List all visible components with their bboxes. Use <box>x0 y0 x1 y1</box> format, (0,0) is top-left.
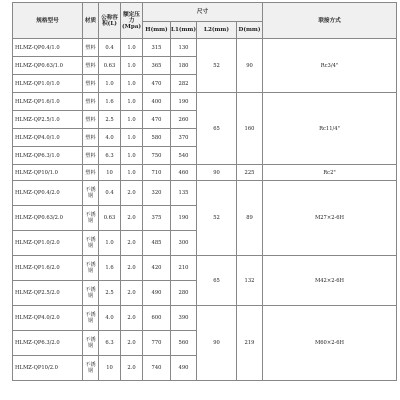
cell-volume: 6.3 <box>99 147 121 165</box>
cell-model: HLMZ-QP0.63/1.0 <box>13 57 83 75</box>
cell-volume: 0.4 <box>99 181 121 206</box>
cell-volume: 10 <box>99 165 121 181</box>
table-row <box>13 165 397 181</box>
cell-connection: Rc11/4" <box>263 93 397 165</box>
cell-h: 750 <box>143 147 171 165</box>
cell-pressure: 1.0 <box>121 57 143 75</box>
cell-h: 470 <box>143 75 171 93</box>
cell-material: 不锈钢 <box>83 256 99 281</box>
cell-d: 219 <box>237 306 263 381</box>
cell-h: 365 <box>143 57 171 75</box>
cell-pressure: 2.0 <box>121 181 143 206</box>
cell-material: 塑料 <box>83 75 99 93</box>
cell-pressure: 2.0 <box>121 331 143 356</box>
header-model: 规格型号 <box>13 3 83 39</box>
cell-l1: 190 <box>171 206 197 231</box>
header-l2: L2(mm) <box>197 22 237 39</box>
cell-l1: 282 <box>171 75 197 93</box>
cell-volume: 0.4 <box>99 39 121 57</box>
cell-volume: 6.3 <box>99 331 121 356</box>
cell-connection: M60×2-6H <box>263 306 397 381</box>
table-row <box>13 181 397 206</box>
table-body <box>13 39 397 381</box>
cell-l1: 460 <box>171 165 197 181</box>
cell-d: 225 <box>237 165 263 181</box>
cell-pressure: 2.0 <box>121 281 143 306</box>
cell-pressure: 1.0 <box>121 39 143 57</box>
header-d: D(mm) <box>237 22 263 39</box>
cell-volume: 0.63 <box>99 206 121 231</box>
cell-pressure: 1.0 <box>121 147 143 165</box>
header-material: 材质 <box>83 3 99 39</box>
cell-model: HLMZ-QP1.6/2.0 <box>13 256 83 281</box>
cell-l1: 130 <box>171 39 197 57</box>
header-pressure: 额定压力(Mpa) <box>121 3 143 39</box>
cell-pressure: 1.0 <box>121 165 143 181</box>
cell-material: 塑料 <box>83 39 99 57</box>
cell-h: 485 <box>143 231 171 256</box>
cell-pressure: 2.0 <box>121 256 143 281</box>
cell-h: 420 <box>143 256 171 281</box>
cell-h: 375 <box>143 206 171 231</box>
cell-l1: 490 <box>171 356 197 381</box>
cell-h: 490 <box>143 281 171 306</box>
cell-l2: 65 <box>197 93 237 165</box>
cell-h: 770 <box>143 331 171 356</box>
cell-l1: 180 <box>171 57 197 75</box>
cell-l1: 190 <box>171 93 197 111</box>
header-h: H(mm) <box>143 22 171 39</box>
header-l1: L1(mm) <box>171 22 197 39</box>
cell-model: HLMZ-QP0.4/2.0 <box>13 181 83 206</box>
cell-l1: 210 <box>171 256 197 281</box>
cell-l1: 370 <box>171 129 197 147</box>
cell-model: HLMZ-QP0.4/1.0 <box>13 39 83 57</box>
cell-l1: 260 <box>171 111 197 129</box>
cell-h: 470 <box>143 111 171 129</box>
cell-connection: M42×2-6H <box>263 256 397 306</box>
cell-volume: 1.6 <box>99 256 121 281</box>
cell-material: 塑料 <box>83 147 99 165</box>
cell-volume: 4.0 <box>99 129 121 147</box>
cell-volume: 4.0 <box>99 306 121 331</box>
table-row <box>13 256 397 281</box>
cell-material: 塑料 <box>83 57 99 75</box>
cell-material: 塑料 <box>83 93 99 111</box>
cell-model: HLMZ-QP1.6/1.0 <box>13 93 83 111</box>
cell-l1: 135 <box>171 181 197 206</box>
cell-model: HLMZ-QP1.0/2.0 <box>13 231 83 256</box>
cell-d: 160 <box>237 93 263 165</box>
cell-material: 不锈钢 <box>83 281 99 306</box>
cell-material: 不锈钢 <box>83 331 99 356</box>
cell-material: 不锈钢 <box>83 306 99 331</box>
cell-h: 580 <box>143 129 171 147</box>
cell-volume: 2.5 <box>99 111 121 129</box>
cell-connection: Rc2" <box>263 165 397 181</box>
cell-volume: 0.63 <box>99 57 121 75</box>
cell-l1: 390 <box>171 306 197 331</box>
cell-volume: 2.5 <box>99 281 121 306</box>
cell-l2: 90 <box>197 306 237 381</box>
cell-model: HLMZ-QP0.63/2.0 <box>13 206 83 231</box>
cell-d: 90 <box>237 39 263 93</box>
cell-l1: 300 <box>171 231 197 256</box>
cell-l1: 540 <box>171 147 197 165</box>
cell-connection: Rc3/4" <box>263 39 397 93</box>
spec-table <box>12 2 397 381</box>
cell-volume: 1.0 <box>99 75 121 93</box>
cell-l1: 280 <box>171 281 197 306</box>
table-row <box>13 93 397 111</box>
cell-material: 不锈钢 <box>83 181 99 206</box>
cell-h: 315 <box>143 39 171 57</box>
cell-volume: 1.0 <box>99 231 121 256</box>
cell-d: 132 <box>237 256 263 306</box>
table-row <box>13 39 397 57</box>
cell-h: 320 <box>143 181 171 206</box>
cell-model: HLMZ-QP4.0/1.0 <box>13 129 83 147</box>
cell-pressure: 1.0 <box>121 93 143 111</box>
cell-connection: M27×2-6H <box>263 181 397 256</box>
cell-volume: 1.6 <box>99 93 121 111</box>
cell-material: 塑料 <box>83 165 99 181</box>
cell-l1: 560 <box>171 331 197 356</box>
cell-h: 710 <box>143 165 171 181</box>
cell-h: 600 <box>143 306 171 331</box>
cell-pressure: 2.0 <box>121 356 143 381</box>
cell-l2: 90 <box>197 165 237 181</box>
cell-pressure: 1.0 <box>121 111 143 129</box>
cell-material: 不锈钢 <box>83 231 99 256</box>
cell-pressure: 1.0 <box>121 75 143 93</box>
cell-h: 400 <box>143 93 171 111</box>
cell-material: 塑料 <box>83 129 99 147</box>
table-row <box>13 306 397 331</box>
cell-model: HLMZ-QP2.5/1.0 <box>13 111 83 129</box>
cell-model: HLMZ-QP10/1.0 <box>13 165 83 181</box>
cell-pressure: 2.0 <box>121 306 143 331</box>
cell-volume: 10 <box>99 356 121 381</box>
cell-pressure: 2.0 <box>121 206 143 231</box>
cell-model: HLMZ-QP6.3/1.0 <box>13 147 83 165</box>
cell-d: 89 <box>237 181 263 256</box>
cell-material: 塑料 <box>83 111 99 129</box>
cell-material: 不锈钢 <box>83 206 99 231</box>
cell-l2: 52 <box>197 181 237 256</box>
cell-l2: 65 <box>197 256 237 306</box>
cell-model: HLMZ-QP4.0/2.0 <box>13 306 83 331</box>
header-volume: 公称容积(L) <box>99 3 121 39</box>
cell-model: HLMZ-QP10/2.0 <box>13 356 83 381</box>
cell-pressure: 1.0 <box>121 129 143 147</box>
header-dims: 尺寸 <box>143 3 263 22</box>
cell-material: 不锈钢 <box>83 356 99 381</box>
cell-model: HLMZ-QP6.3/2.0 <box>13 331 83 356</box>
header-connection: 联接方式 <box>263 3 397 39</box>
cell-model: HLMZ-QP2.5/2.0 <box>13 281 83 306</box>
cell-l2: 52 <box>197 39 237 93</box>
cell-pressure: 2.0 <box>121 231 143 256</box>
cell-h: 740 <box>143 356 171 381</box>
cell-model: HLMZ-QP1.0/1.0 <box>13 75 83 93</box>
